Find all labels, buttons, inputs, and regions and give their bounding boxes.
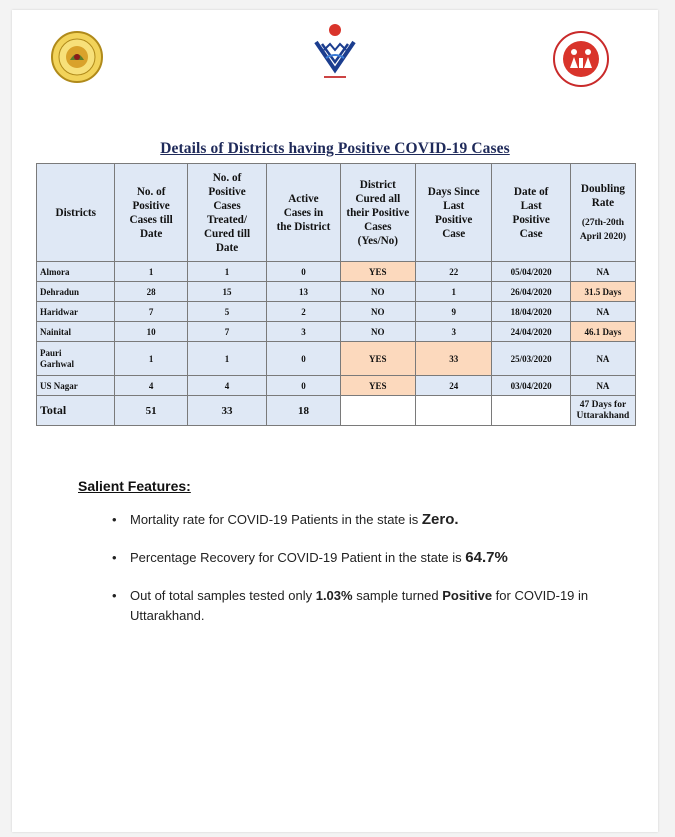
nhm-logo-icon [552, 30, 610, 88]
page-title: Details of Districts having Positive COVID-19 Cases [160, 140, 510, 157]
table-cell: 25/03/2020 [492, 342, 570, 376]
table-cell: 5 [187, 302, 267, 322]
table-cell: NA [570, 302, 635, 322]
table-row [37, 322, 636, 342]
table-cell: 1 [187, 262, 267, 282]
header-positive-cases: No. of Positive Cases till Date [115, 164, 187, 262]
header-active: Active Cases in the District [267, 164, 340, 262]
table-cell: 22 [415, 262, 491, 282]
table-cell: 9 [415, 302, 491, 322]
table-cell: 3 [415, 322, 491, 342]
table-cell: 1 [115, 262, 187, 282]
header-doubling: Doubling Rate (27th-20th April 2020) [570, 164, 635, 262]
districts-table [36, 163, 636, 426]
list-item: • Mortality rate for COVID-19 Patients in the state is Zero. [112, 511, 459, 528]
bullet-icon: • [112, 588, 117, 603]
table-cell: 33 [187, 396, 267, 426]
table-cell: 51 [115, 396, 187, 426]
table-cell: NO [340, 322, 415, 342]
document-page [12, 10, 658, 832]
table-cell: YES [340, 376, 415, 396]
table-cell: 05/04/2020 [492, 262, 570, 282]
table-cell: 0 [267, 262, 340, 282]
table-cell: 31.5 Days [570, 282, 635, 302]
table-cell: 13 [267, 282, 340, 302]
table-cell: 28 [115, 282, 187, 302]
table-cell: 18/04/2020 [492, 302, 570, 322]
table-cell: 26/04/2020 [492, 282, 570, 302]
table-cell: 1 [187, 342, 267, 376]
table-cell: 4 [115, 376, 187, 396]
table-cell: 1 [115, 342, 187, 376]
table-cell: 24/04/2020 [492, 322, 570, 342]
table-cell: 10 [115, 322, 187, 342]
left-emblem-icon [50, 30, 104, 84]
table-cell: NA [570, 342, 635, 376]
table-cell: 3 [267, 322, 340, 342]
salient-features-list [108, 510, 648, 644]
table-row [37, 342, 636, 376]
table-cell: 1 [415, 282, 491, 302]
header-cured-all: District Cured all their Positive Cases (Yes/No) [340, 164, 415, 262]
table-cell: 0 [267, 376, 340, 396]
list-item: • Percentage Recovery for COVID-19 Patient in the state is 64.7% [112, 549, 508, 566]
header-cured: No. of Positive Cases Treated/ Cured till Date [187, 164, 267, 262]
table-cell: YES [340, 342, 415, 376]
table-cell: YES [340, 262, 415, 282]
bullet-icon: • [112, 512, 117, 527]
table-row [37, 376, 636, 396]
table-cell: NA [570, 262, 635, 282]
header-date-last: Date of Last Positive Case [492, 164, 570, 262]
table-cell: NO [340, 282, 415, 302]
header-districts: Districts [37, 164, 115, 262]
bullet-icon: • [112, 550, 117, 565]
table-cell: Total [37, 396, 115, 426]
table-cell: Nainital [37, 322, 115, 342]
table-row [37, 262, 636, 282]
table-row [37, 282, 636, 302]
table-cell: 2 [267, 302, 340, 322]
table-cell: Haridwar [37, 302, 115, 322]
table-cell: US Nagar [37, 376, 115, 396]
district-pauri: Pauri Garhwal [37, 342, 115, 376]
table-cell: 18 [267, 396, 340, 426]
table-cell: 7 [187, 322, 267, 342]
table-cell: 24 [415, 376, 491, 396]
uttarakhand-emblem-icon [304, 22, 366, 84]
table-cell: Almora [37, 262, 115, 282]
table-cell: 0 [267, 342, 340, 376]
table-cell [492, 396, 570, 426]
table-cell: 15 [187, 282, 267, 302]
table-cell: 33 [415, 342, 491, 376]
table-cell: 47 Days for Uttarakhand [570, 396, 635, 426]
salient-features-title: Salient Features: [78, 478, 191, 494]
table-cell: Dehradun [37, 282, 115, 302]
table-cell: NA [570, 376, 635, 396]
table-cell: 4 [187, 376, 267, 396]
table-cell: NO [340, 302, 415, 322]
table-cell [340, 396, 415, 426]
table-cell: 03/04/2020 [492, 376, 570, 396]
table-cell: 46.1 Days [570, 322, 635, 342]
list-item: • Out of total samples tested only 1.03% sample turned Positive for COVID-19 in Uttarakhand. [112, 588, 589, 623]
header-days-since: Days Since Last Positive Case [415, 164, 491, 262]
table-row [37, 302, 636, 322]
table-cell [415, 396, 491, 426]
table-total-row [37, 396, 636, 426]
table-cell: 7 [115, 302, 187, 322]
